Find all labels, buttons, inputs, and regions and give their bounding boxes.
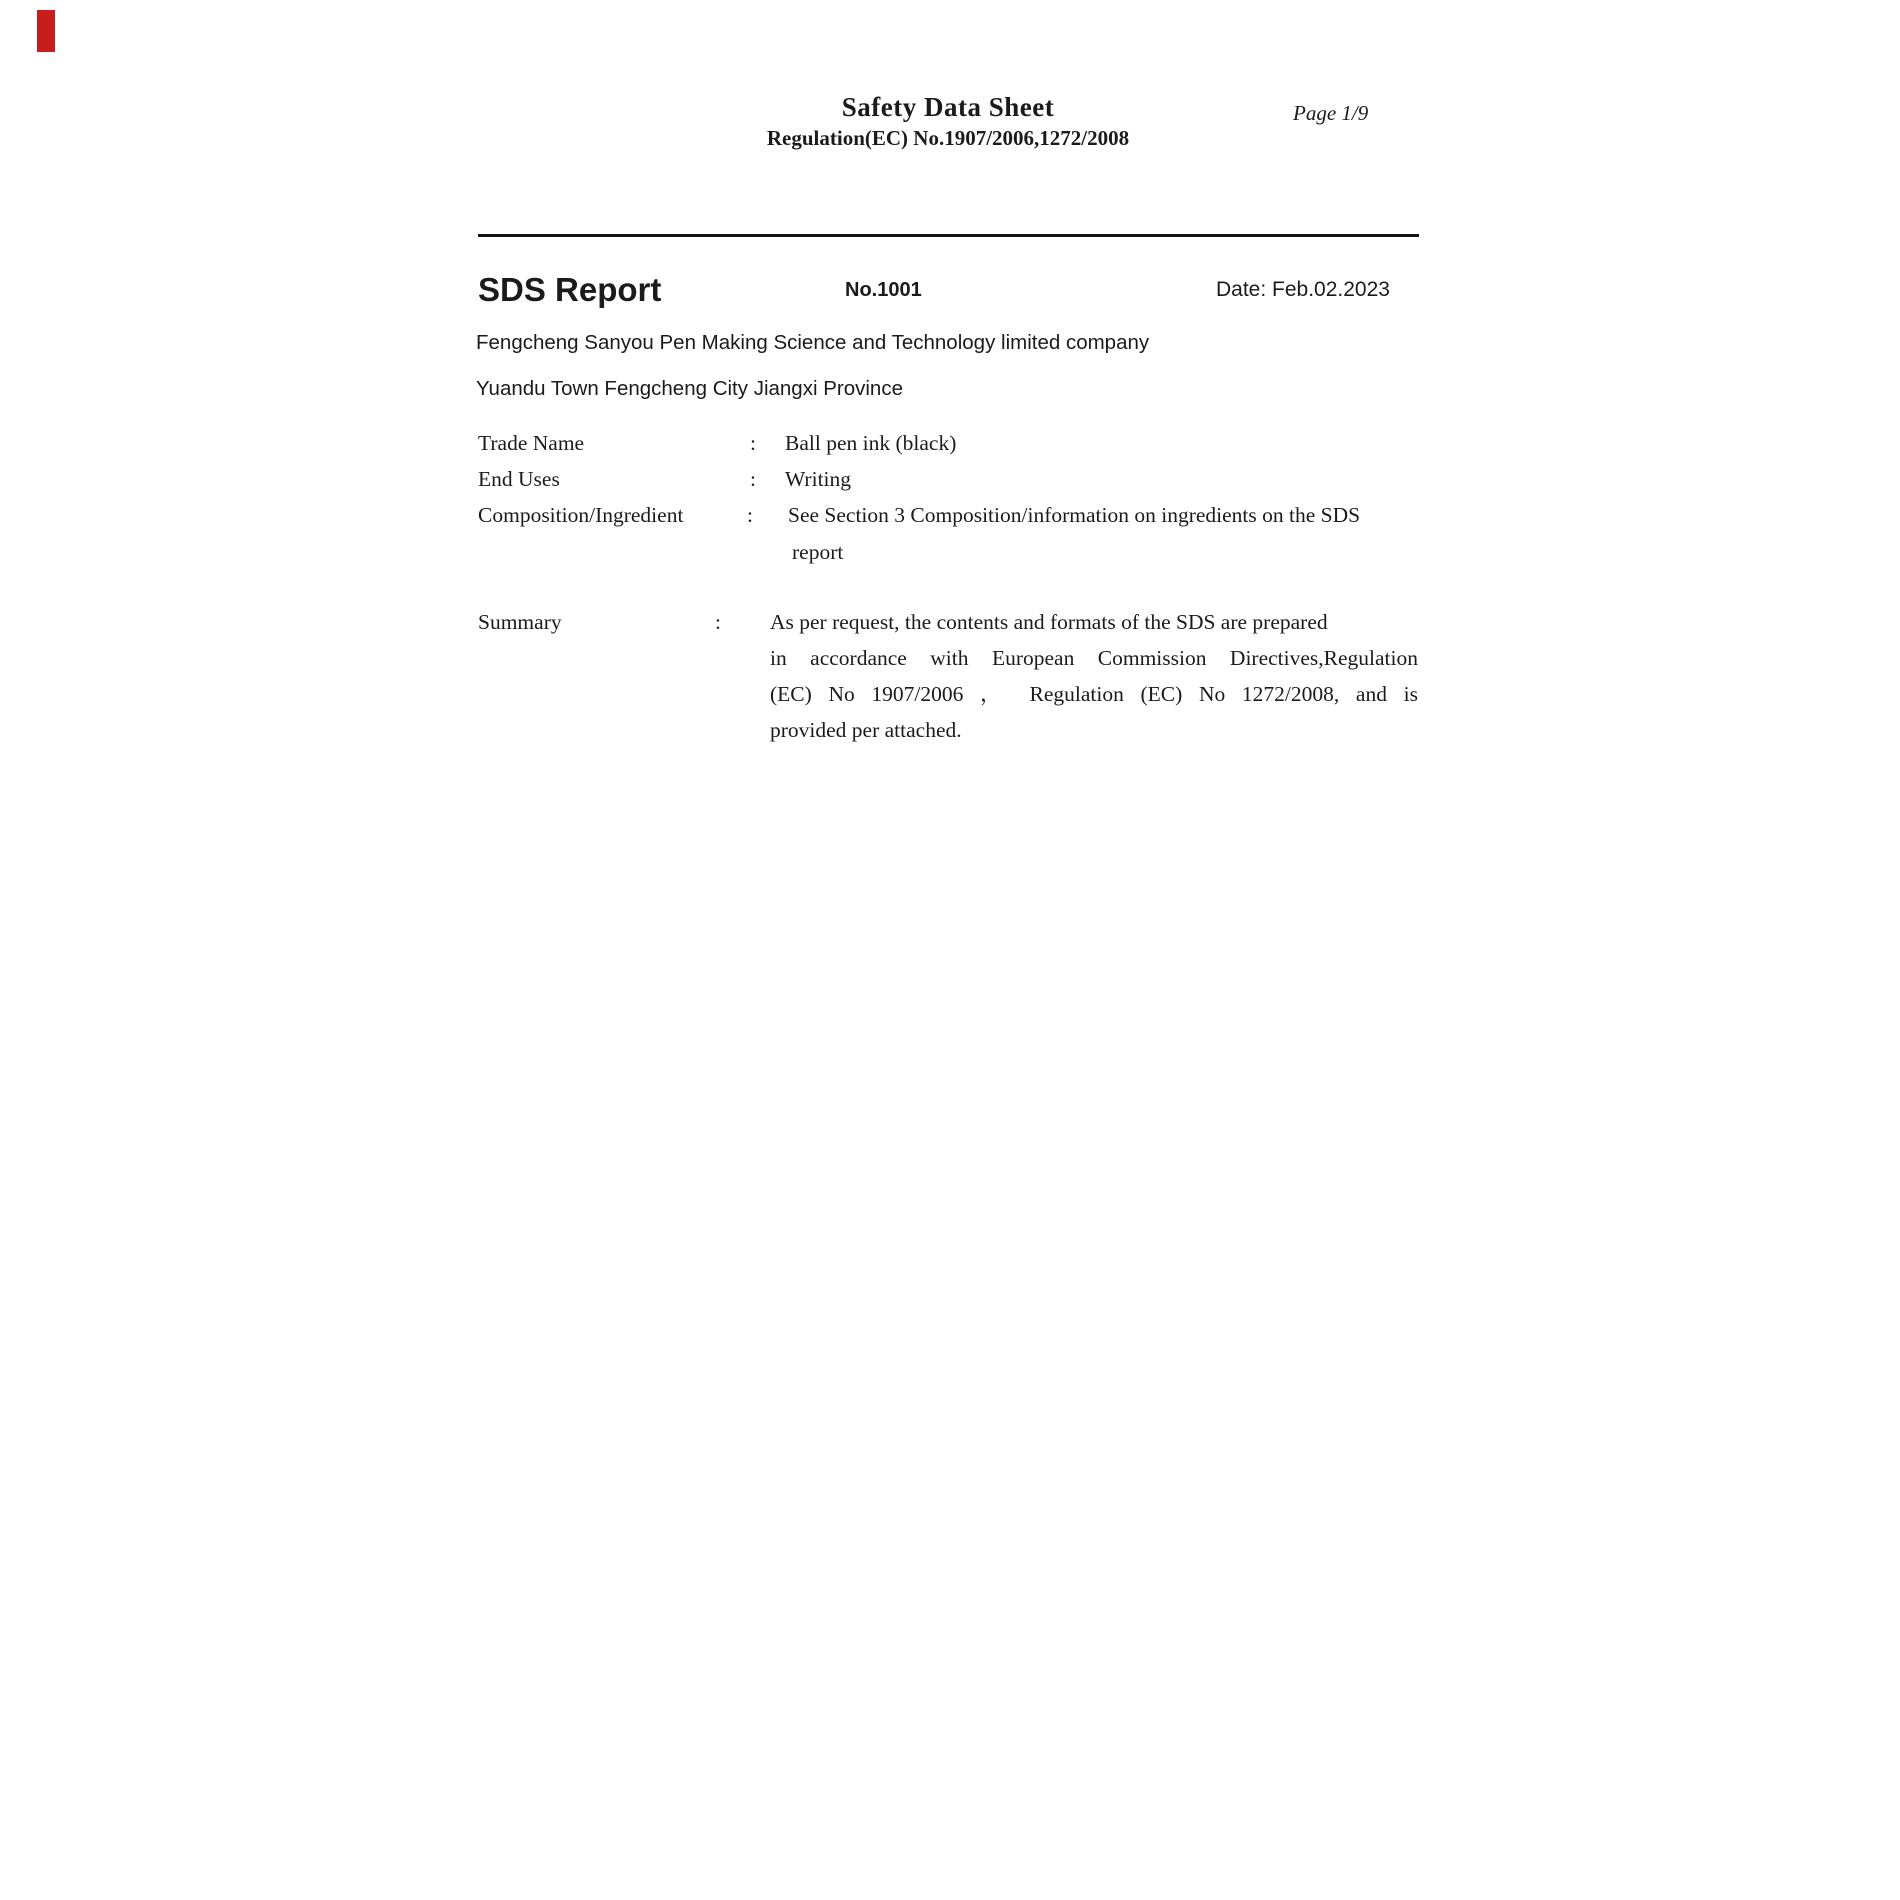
composition-value-line2: report <box>792 540 844 564</box>
trade-name-value: Ball pen ink (black) <box>785 431 957 455</box>
trade-name-colon: : <box>750 431 756 455</box>
document-subtitle: Regulation(EC) No.1907/2006,1272/2008 <box>766 126 1130 150</box>
horizontal-rule <box>478 234 1419 237</box>
document-title: Safety Data Sheet <box>841 92 1055 122</box>
report-title: SDS Report <box>478 271 662 308</box>
composition-label: Composition/Ingredient <box>478 503 684 527</box>
end-uses-colon: : <box>750 467 756 491</box>
company-address: Yuandu Town Fengcheng City Jiangxi Province <box>476 377 903 400</box>
page-number: Page 1/9 <box>1293 101 1369 125</box>
report-date: Date: Feb.02.2023 <box>1216 278 1390 301</box>
end-uses-value: Writing <box>785 467 852 491</box>
red-corner-mark <box>37 10 55 52</box>
company-name: Fengcheng Sanyou Pen Making Science and Technology limited company <box>476 331 1150 354</box>
composition-value-line1: See Section 3 Composition/information on ingredients on the SDS <box>788 503 1361 527</box>
summary-line2: in accordance with European Commission Directives,Regulation <box>770 646 1418 670</box>
summary-colon: : <box>715 610 721 634</box>
end-uses-label: End Uses <box>478 467 560 491</box>
summary-label: Summary <box>478 610 562 634</box>
report-number: No.1001 <box>845 279 922 301</box>
trade-name-label: Trade Name <box>478 431 585 455</box>
composition-colon: : <box>747 503 753 527</box>
summary-line1: As per request, the contents and formats of the SDS are prepared <box>770 610 1328 634</box>
summary-line4: provided per attached. <box>770 718 962 742</box>
summary-line3: (EC) No 1907/2006 ， Regulation (EC) No 1272/2008, and is <box>770 682 1418 706</box>
